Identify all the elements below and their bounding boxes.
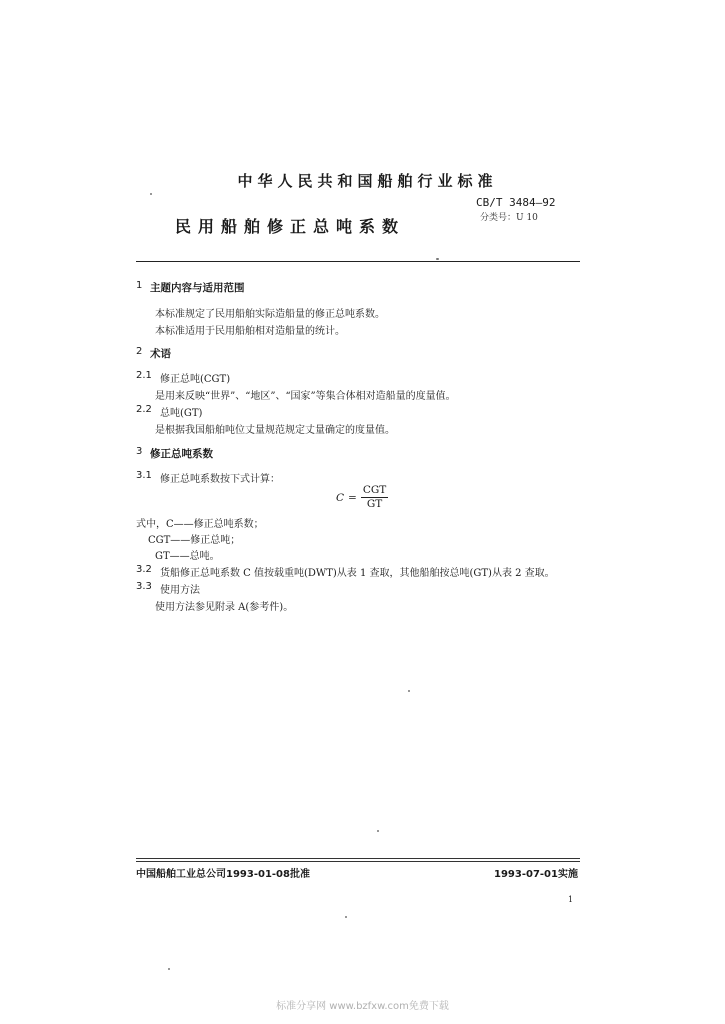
where-gt: GT——总吨。 xyxy=(155,551,220,562)
scan-speck xyxy=(345,916,347,918)
document-title: 民用船舶修正总吨系数 xyxy=(175,217,406,236)
formula-denominator: GT xyxy=(366,498,383,510)
scan-speck xyxy=(408,690,410,692)
formula-numerator: CGT xyxy=(362,484,387,496)
formula-equals: = xyxy=(348,491,357,504)
header-divider xyxy=(136,261,580,262)
formula-lhs: C xyxy=(336,491,345,504)
where-cgt: CGT——修正总吨； xyxy=(148,535,241,546)
section-3-3-number: 3.3 xyxy=(136,581,152,592)
formula-fraction xyxy=(361,484,388,511)
section-3-1-number: 3.1 xyxy=(136,470,152,481)
section-3-3-title: 使用方法 xyxy=(160,585,200,596)
section-1-number: 1 xyxy=(136,280,143,291)
section-2-1-term: 修正总吨(CGT) xyxy=(160,374,231,385)
watermark-text: 标准分享网 www.bzfxw.com免费下载 xyxy=(276,1001,449,1012)
scan-speck xyxy=(436,258,439,260)
section-1-title: 主题内容与适用范围 xyxy=(150,282,245,294)
section-2-number: 2 xyxy=(136,346,143,357)
scan-speck xyxy=(168,968,170,970)
approval-statement: 中国船舶工业总公司1993-01-08批准 xyxy=(136,869,310,880)
footer-divider-lower xyxy=(136,861,580,862)
standard-code: CB/T 3484—92 xyxy=(476,196,556,209)
section-2-1-definition: 是用来反映“世界”、“地区”、“国家”等集合体相对造船量的度量值。 xyxy=(155,391,456,402)
footer-divider-upper xyxy=(136,858,580,859)
section-1-line-2: 本标准适用于民用船舶相对造船量的统计。 xyxy=(155,326,345,337)
section-3-3-text: 使用方法参见附录 A(参考件)。 xyxy=(155,602,294,613)
section-1-line-1: 本标准规定了民用船舶实际造船量的修正总吨系数。 xyxy=(155,309,385,320)
classification-number: 分类号：U 10 xyxy=(480,213,538,223)
section-2-1-number: 2.1 xyxy=(136,370,152,381)
formula xyxy=(336,484,388,511)
industry-standard-heading: 中华人民共和国船舶行业标准 xyxy=(237,172,498,190)
scan-speck xyxy=(150,193,152,195)
section-2-2-number: 2.2 xyxy=(136,404,152,415)
section-3-1-text: 修正总吨系数按下式计算： xyxy=(160,474,280,485)
section-3-2-text: 货船修正总吨系数 C 值按载重吨(DWT)从表 1 查取，其他船舶按总吨(GT)从表 2 查取。 xyxy=(160,568,555,579)
scan-speck xyxy=(377,830,379,832)
section-3-2-number: 3.2 xyxy=(136,564,152,575)
implementation-date: 1993-07-01实施 xyxy=(494,869,578,880)
section-2-2-term: 总吨(GT) xyxy=(160,408,203,419)
section-2-title: 术语 xyxy=(150,348,171,360)
section-2-2-definition: 是根据我国船舶吨位丈量规范规定丈量确定的度量值。 xyxy=(155,425,395,436)
page-number: 1 xyxy=(568,895,574,904)
section-3-title: 修正总吨系数 xyxy=(150,448,213,460)
section-3-number: 3 xyxy=(136,446,143,457)
where-intro: 式中，C——修正总吨系数； xyxy=(136,519,264,530)
